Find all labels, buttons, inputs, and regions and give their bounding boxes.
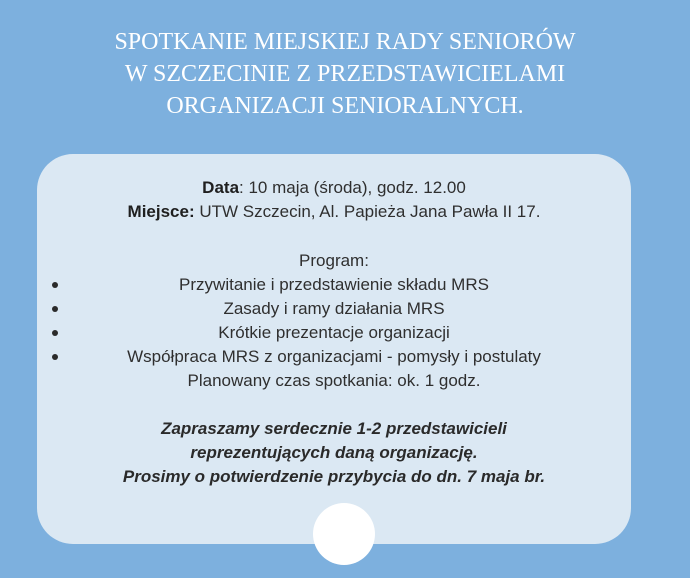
date-line [37,176,631,200]
list-item [37,297,631,321]
info-card [37,154,631,544]
invitation-line-3: Prosimy o potwierdzenie przybycia do dn. 7 maja br. [122,467,546,486]
bullet-icon [52,306,58,312]
list-item [37,273,631,297]
date-label: Data [202,178,240,197]
meeting-duration: Planowany czas spotkania: ok. 1 godz. [187,371,481,390]
program-title: Program: [299,251,369,270]
title-line-1: SPOTKANIE MIEJSKIEJ RADY SENIORÓW [114,29,576,55]
program-list [37,273,631,369]
program-item-text: Przywitanie i przedstawienie składu MRS [179,275,489,294]
list-item [37,345,631,369]
place-line [37,200,631,224]
date-value: : 10 maja (środa), godz. 12.00 [239,178,466,197]
bullet-icon [52,282,58,288]
decorative-circle [313,503,375,565]
bullet-icon [52,354,58,360]
title-line-2: W SZCZECINIE Z PRZEDSTAWICIELAMI [124,61,566,87]
program-item-text: Współpraca MRS z organizacjami - pomysły i postulaty [127,347,541,366]
program-item-text: Zasady i ramy działania MRS [223,299,445,318]
invitation-line-1: Zapraszamy serdecznie 1-2 przedstawicieli [161,419,507,438]
place-label: Miejsce: [127,202,195,221]
place-value: UTW Szczecin, Al. Papieża Jana Pawła II 17. [194,202,541,221]
title-line-3: ORGANIZACJI SENIORALNYCH. [166,93,524,119]
invitation-line-2: reprezentujących daną organizację. [190,443,478,462]
invitation-text [37,417,631,489]
bullet-icon [52,330,58,336]
page-title [0,26,690,122]
list-item [37,321,631,345]
program-item-text: Krótkie prezentacje organizacji [218,323,450,342]
